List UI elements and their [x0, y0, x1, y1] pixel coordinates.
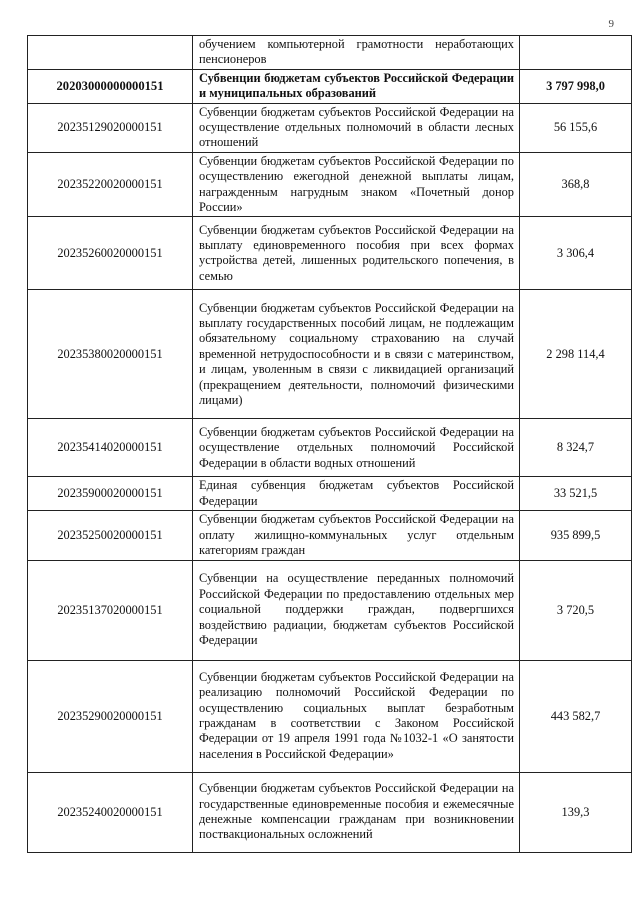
description-cell: Субвенции бюджетам субъектов Российской Федерации на государственные единовременные пособия и ежемесячные денежные компенсации гражданам при возникновении поствакциональных осложнений: [193, 772, 520, 852]
code-cell: [28, 36, 193, 70]
table-row: [28, 36, 632, 70]
code-cell: 20235250020000151: [28, 511, 193, 560]
amount-cell: 935 899,5: [520, 511, 632, 560]
code-cell: 20235220020000151: [28, 152, 193, 217]
amount-cell: 56 155,6: [520, 103, 632, 152]
amount-cell: 139,3: [520, 772, 632, 852]
description-cell: Субвенции бюджетам субъектов Российской Федерации на реализацию полномочий Российской Федерации по осуществлению социальных выплат безработным гражданам в соответствии с Законом Российской Федерации от 19 апреля 1991 года №1032-1 «О занятости населения в Российской Федерации»: [193, 660, 520, 772]
table-row: [28, 152, 632, 217]
description-cell: Субвенции бюджетам субъектов Российской Федерации и муниципальных образований: [193, 69, 520, 103]
code-cell: 20235260020000151: [28, 217, 193, 290]
code-cell: 20235240020000151: [28, 772, 193, 852]
amount-cell: 443 582,7: [520, 660, 632, 772]
table-row: [28, 419, 632, 477]
description-cell: Субвенции бюджетам субъектов Российской Федерации на осуществление отдельных полномочий в области лесных отношений: [193, 103, 520, 152]
amount-cell: 2 298 114,4: [520, 290, 632, 419]
code-cell: 20235290020000151: [28, 660, 193, 772]
description-cell: обучением компьютерной грамотности неработающих пенсионеров: [193, 36, 520, 70]
description-cell: Субвенции бюджетам субъектов Российской Федерации на выплату единовременного пособия при всех формах устройства детей, лишенных родительского попечения, в семью: [193, 217, 520, 290]
table-row: [28, 560, 632, 660]
amount-cell: 3 797 998,0: [520, 69, 632, 103]
amount-cell: 3 720,5: [520, 560, 632, 660]
description-cell: Субвенции бюджетам субъектов Российской Федерации на выплату государственных пособий лицам, не подлежащим обязательному социальному страхованию на случай временной нетрудоспособности и в связи с материнством, и лицам, уволенным в связи с ликвидацией организаций (прекращением деятельности, полномочий физическими лицами): [193, 290, 520, 419]
code-cell: 20235900020000151: [28, 477, 193, 511]
description-cell: Единая субвенция бюджетам субъектов Российской Федерации: [193, 477, 520, 511]
table-row: [28, 511, 632, 560]
amount-cell: 3 306,4: [520, 217, 632, 290]
page-number: 9: [608, 18, 614, 30]
amount-cell: 368,8: [520, 152, 632, 217]
amount-cell: 8 324,7: [520, 419, 632, 477]
table-row: [28, 217, 632, 290]
description-cell: Субвенции бюджетам субъектов Российской Федерации на осуществление отдельных полномочий Российской Федерации в области водных отношений: [193, 419, 520, 477]
budget-table: [27, 35, 632, 853]
description-cell: Субвенции бюджетам субъектов Российской Федерации по осуществлению ежегодной денежной выплаты лицам, награжденным нагрудным знаком «Почетный донор России»: [193, 152, 520, 217]
table-row: [28, 660, 632, 772]
code-cell: 20235137020000151: [28, 560, 193, 660]
amount-cell: [520, 36, 632, 70]
amount-cell: 33 521,5: [520, 477, 632, 511]
table-row: [28, 69, 632, 103]
description-cell: Субвенции на осуществление переданных полномочий Российской Федерации по предоставлению отдельных мер социальной поддержки граждан, подвергшихся воздействию радиации, бюджетам субъектов Российской Федерации: [193, 560, 520, 660]
code-cell: 20235129020000151: [28, 103, 193, 152]
table-row: [28, 477, 632, 511]
code-cell: 20235380020000151: [28, 290, 193, 419]
description-cell: Субвенции бюджетам субъектов Российской Федерации на оплату жилищно-коммунальных услуг отдельным категориям граждан: [193, 511, 520, 560]
table-row: [28, 772, 632, 852]
code-cell: 20203000000000151: [28, 69, 193, 103]
code-cell: 20235414020000151: [28, 419, 193, 477]
table-row: [28, 103, 632, 152]
table-row: [28, 290, 632, 419]
